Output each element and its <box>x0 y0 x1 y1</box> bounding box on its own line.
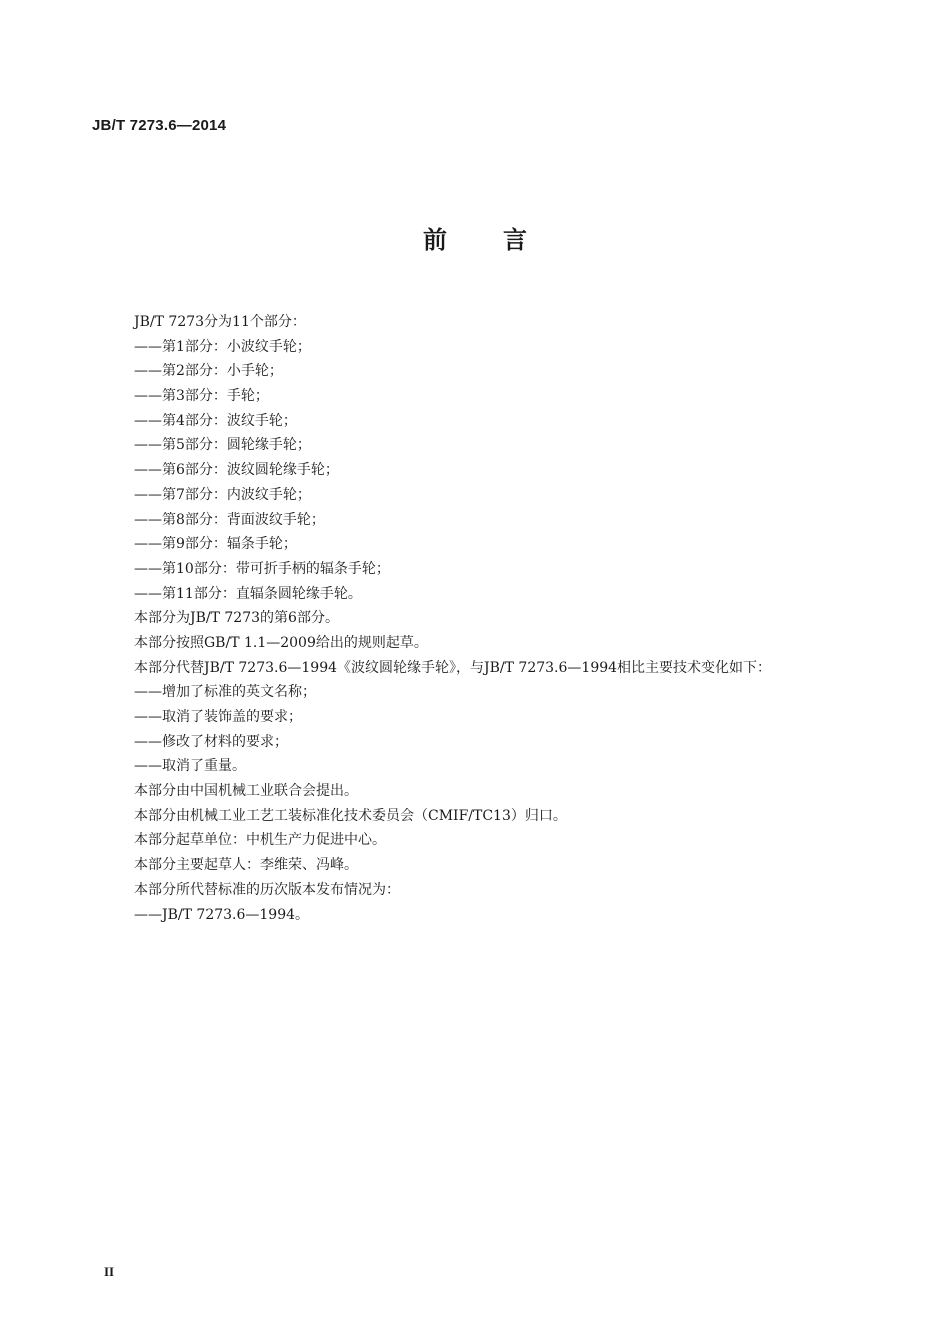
text-line: 本部分由中国机械工业联合会提出。 <box>134 783 358 800</box>
foreword-body <box>134 310 854 927</box>
page-title: 前言 <box>423 226 583 254</box>
text-line: ——第10部分：带可折手柄的辐条手轮； <box>134 560 390 577</box>
text-line: ——修改了材料的要求； <box>134 733 288 750</box>
text-line: JB/T 7273分为11个部分： <box>134 314 306 330</box>
text-line: ——第4部分：波纹手轮； <box>134 412 297 429</box>
text-line: 本部分起草单位：中机生产力促进中心。 <box>134 832 386 849</box>
text-line: ——第8部分：背面波纹手轮； <box>134 511 325 528</box>
text-line: ——JB/T 7273.6—1994。 <box>134 906 310 923</box>
text-line: ——第9部分：辐条手轮； <box>134 536 297 553</box>
text-line: ——第6部分：波纹圆轮缘手轮； <box>134 462 339 479</box>
standard-code: JB/T 7273.6—2014 <box>92 117 227 134</box>
text-line: 本部分代替JB/T 7273.6—1994《波纹圆轮缘手轮》，与JB/T 7273.6—1994相比主要技术变化如下： <box>134 659 772 676</box>
text-line: 本部分为JB/T 7273的第6部分。 <box>134 610 339 627</box>
text-line: 本部分由机械工业工艺工装标准化技术委员会（CMIF/TC13）归口。 <box>134 807 567 824</box>
text-line: ——第5部分：圆轮缘手轮； <box>134 437 311 454</box>
page-number: II <box>104 1264 115 1279</box>
text-line: 本部分主要起草人：李维荣、冯峰。 <box>134 857 358 874</box>
text-line: ——第7部分：内波纹手轮； <box>134 486 311 503</box>
text-line: ——取消了重量。 <box>134 758 246 775</box>
text-line: ——取消了装饰盖的要求； <box>134 709 302 725</box>
text-line: ——第11部分：直辐条圆轮缘手轮。 <box>134 585 362 602</box>
text-line: ——第2部分：小手轮； <box>134 363 283 380</box>
text-line: ——第3部分：手轮； <box>134 388 269 405</box>
text-line: ——第1部分：小波纹手轮； <box>134 338 311 355</box>
text-line: ——增加了标准的英文名称； <box>134 684 316 701</box>
text-line: 本部分所代替标准的历次版本发布情况为： <box>134 881 400 898</box>
text-line: 本部分按照GB/T 1.1—2009给出的规则起草。 <box>134 634 428 651</box>
